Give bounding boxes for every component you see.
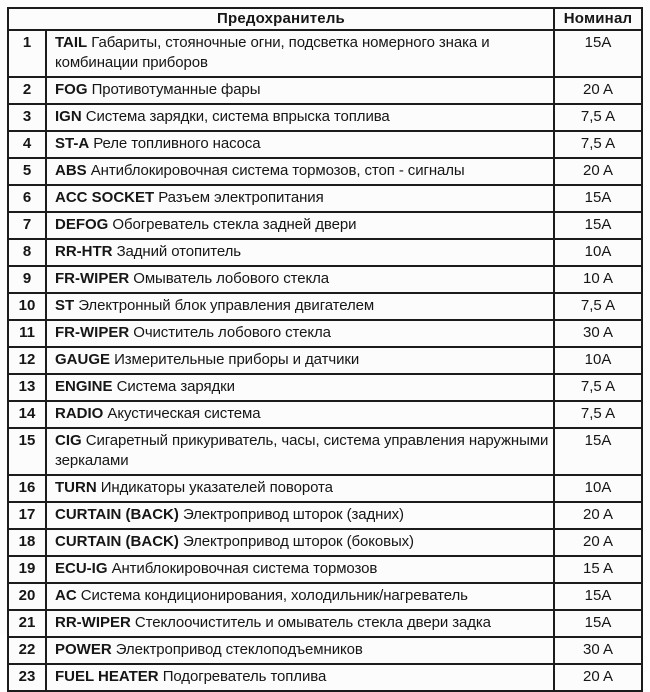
fuse-description [46,583,554,610]
fuse-description-text: Сигаретный прикуриватель, часы, система управления наружными зеркалами [55,432,549,469]
fuse-code: IGN [55,108,82,125]
fuse-number: 3 [8,104,46,131]
fuse-code: CIG [55,432,82,449]
fuse-description [46,475,554,502]
fuse-description [46,266,554,293]
fuse-rating: 7,5 A [554,374,642,401]
fuse-description-text: Измерительные приборы и датчики [114,351,360,368]
fuse-rating: 30 A [554,637,642,664]
fuse-rating: 10A [554,239,642,266]
fuse-description-text: Система зарядки [116,378,235,395]
fuse-number: 16 [8,475,46,502]
fuse-description [46,239,554,266]
fuse-description-text: Система зарядки, система впрыска топлива [85,108,390,125]
fuse-rating: 7,5 A [554,104,642,131]
table-row [8,77,642,104]
fuse-code: ECU-IG [55,560,108,577]
fuse-rating: 20 A [554,158,642,185]
fuse-description-text: Электропривод шторок (боковых) [182,533,414,550]
fuse-number: 20 [8,583,46,610]
fuse-code: FOG [55,81,88,98]
fuse-code: TAIL [55,34,88,51]
table-body [8,30,642,691]
fuse-rating: 15A [554,212,642,239]
fuse-description-text: Электронный блок управления двигателем [78,297,375,314]
fuse-rating: 20 A [554,502,642,529]
fuse-description-text: Обогреватель стекла задней двери [112,216,357,233]
fuse-description [46,374,554,401]
fuse-rating: 10A [554,347,642,374]
fuse-number: 2 [8,77,46,104]
table-row [8,610,642,637]
fuse-description-text: Стеклоочиститель и омыватель стекла двери задка [134,614,491,631]
fuse-code: ABS [55,162,87,179]
table-row [8,131,642,158]
fuse-description-text: Подогреватель топлива [162,668,327,685]
fuse-description [46,30,554,77]
fuse-description [46,320,554,347]
fuse-description [46,664,554,691]
fuse-description-text: Антиблокировочная система тормозов, стоп - сигналы [90,162,465,179]
fuse-description-text: Омыватель лобового стекла [133,270,329,287]
fuse-code: ST-A [55,135,90,152]
fuse-description-text: Электропривод стеклоподъемников [115,641,363,658]
fuse-number: 7 [8,212,46,239]
fuse-description [46,104,554,131]
fuse-code: RR-WIPER [55,614,131,631]
fuse-code: DEFOG [55,216,109,233]
fuse-description [46,347,554,374]
fuse-code: GAUGE [55,351,111,368]
table-row [8,502,642,529]
fuse-description [46,185,554,212]
fuse-description [46,77,554,104]
fuse-description-text: Электропривод шторок (задних) [182,506,404,523]
table-row [8,583,642,610]
fuse-code: CURTAIN (BACK) [55,533,179,550]
fuse-code: ENGINE [55,378,113,395]
fuse-description [46,637,554,664]
fuse-rating: 7,5 A [554,293,642,320]
fuse-description-text: Разъем электропитания [158,189,324,206]
fuse-number: 4 [8,131,46,158]
fuse-code: FR-WIPER [55,270,130,287]
fuse-number: 12 [8,347,46,374]
fuse-description-text: Система кондиционирования, холодильник/нагреватель [80,587,468,604]
table-row [8,556,642,583]
fuse-rating: 30 A [554,320,642,347]
fuse-rating: 15A [554,610,642,637]
fuse-code: FR-WIPER [55,324,130,341]
fuse-number: 11 [8,320,46,347]
fuse-number: 8 [8,239,46,266]
fuse-description-text: Индикаторы указателей поворота [100,479,333,496]
fuse-number: 21 [8,610,46,637]
fuse-number: 15 [8,428,46,475]
fuse-rating: 20 A [554,664,642,691]
fuse-rating: 15A [554,583,642,610]
table-row [8,30,642,77]
fuse-number: 1 [8,30,46,77]
fuse-description [46,131,554,158]
fuse-rating: 15 A [554,556,642,583]
fuse-description-text: Задний отопитель [116,243,242,260]
fuse-number: 10 [8,293,46,320]
fuse-code: TURN [55,479,97,496]
table-row [8,374,642,401]
fuse-number: 14 [8,401,46,428]
table-row [8,637,642,664]
fuse-description [46,293,554,320]
table-row [8,347,642,374]
fuse-code: POWER [55,641,112,658]
fuse-number: 23 [8,664,46,691]
table-row [8,529,642,556]
fuse-number: 17 [8,502,46,529]
fuse-description [46,556,554,583]
table-row [8,664,642,691]
table-row [8,239,642,266]
column-header-rating: Номинал [554,8,642,30]
table-row [8,428,642,475]
fuse-rating: 15A [554,30,642,77]
table-header-row [8,8,642,30]
fuse-rating: 20 A [554,529,642,556]
fuse-description-text: Противотуманные фары [91,81,261,98]
fuse-description [46,610,554,637]
fuse-rating: 20 A [554,77,642,104]
fuse-description [46,158,554,185]
fuse-number: 19 [8,556,46,583]
fuse-description [46,212,554,239]
fuse-number: 18 [8,529,46,556]
column-header-fuse: Предохранитель [8,8,554,30]
fuse-number: 9 [8,266,46,293]
table-row [8,401,642,428]
fuse-number: 22 [8,637,46,664]
fuse-description-text: Габариты, стояночные огни, подсветка номерного знака и комбинации приборов [55,34,490,71]
fuse-description-text: Акустическая система [107,405,261,422]
fuse-code: RR-HTR [55,243,113,260]
table-row [8,293,642,320]
table-row [8,212,642,239]
table-row [8,320,642,347]
fuse-rating: 7,5 A [554,131,642,158]
fuse-number: 6 [8,185,46,212]
fuse-rating: 15A [554,185,642,212]
fuse-code: CURTAIN (BACK) [55,506,179,523]
fuse-table [7,7,643,692]
fuse-code: AC [55,587,77,604]
fuse-rating: 10A [554,475,642,502]
fuse-code: ST [55,297,75,314]
fuse-rating: 10 A [554,266,642,293]
fuse-number: 13 [8,374,46,401]
table-row [8,475,642,502]
fuse-code: ACC SOCKET [55,189,155,206]
table-row [8,158,642,185]
fuse-code: RADIO [55,405,104,422]
fuse-rating: 15A [554,428,642,475]
table-row [8,104,642,131]
fuse-description-text: Очиститель лобового стекла [133,324,331,341]
table-row [8,185,642,212]
fuse-rating: 7,5 A [554,401,642,428]
fuse-description-text: Реле топливного насоса [93,135,261,152]
fuse-description [46,529,554,556]
fuse-description [46,428,554,475]
fuse-description [46,401,554,428]
fuse-number: 5 [8,158,46,185]
fuse-code: FUEL HEATER [55,668,159,685]
fuse-description [46,502,554,529]
fuse-description-text: Антиблокировочная система тормозов [111,560,378,577]
table-row [8,266,642,293]
